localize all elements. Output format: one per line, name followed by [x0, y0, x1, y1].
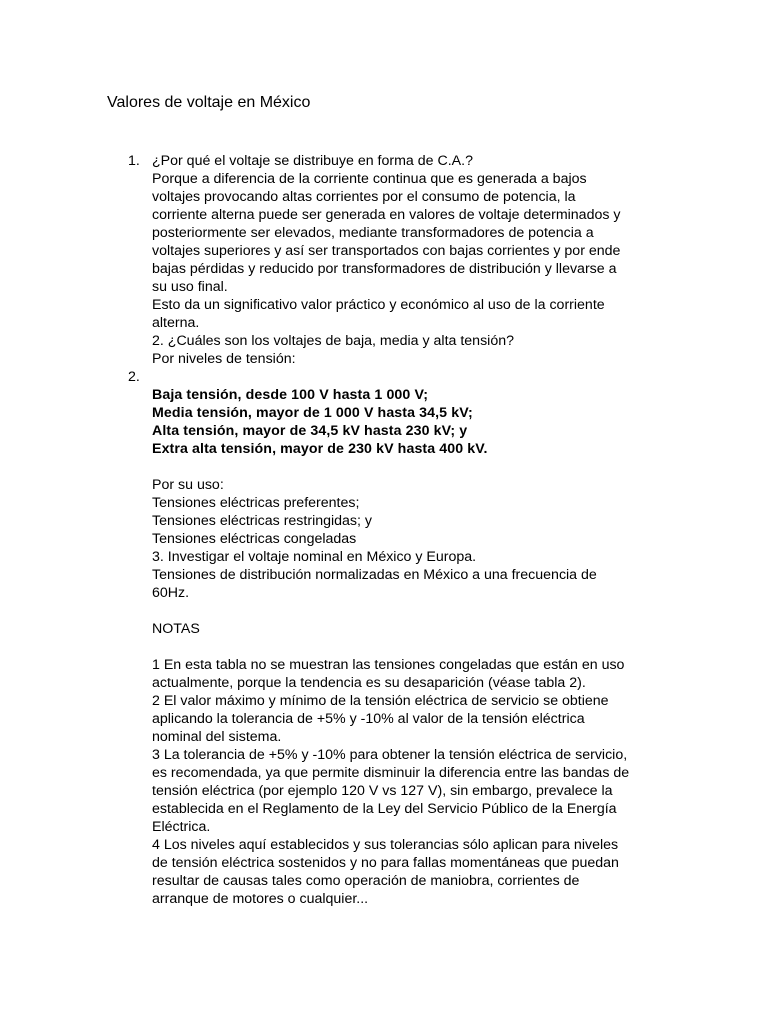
document-title: Valores de voltaje en México: [107, 94, 311, 111]
note-line: tensión eléctrica (por ejemplo 120 V vs 127 V), sin embargo, prevalece la: [152, 783, 613, 799]
note-line: resultar de causas tales como operación de maniobra, corrientes de: [152, 873, 580, 889]
text-line: Tensiones eléctricas preferentes;: [152, 495, 360, 511]
text-line: 3. Investigar el voltaje nominal en México y Europa.: [152, 549, 477, 565]
note-line: establecida en el Reglamento de la Ley del Servicio Público de la Energía: [152, 801, 617, 817]
note-line: 4 Los niveles aquí establecidos y sus tolerancias sólo aplican para niveles: [152, 837, 619, 853]
text-line: Tensiones de distribución normalizadas en México a una frecuencia de: [152, 567, 597, 583]
text-line: alterna.: [152, 315, 200, 331]
text-line: Esto da un significativo valor práctico y económico al uso de la corriente: [152, 297, 605, 313]
note-line: es recomendada, ya que permite disminuir la diferencia entre las bandas de: [152, 765, 630, 781]
text-line: Por niveles de tensión:: [152, 351, 296, 367]
text-line: Tensiones eléctricas congeladas: [152, 531, 357, 547]
text-line: 60Hz.: [152, 585, 190, 601]
note-line: de tensión eléctrica sostenidos y no para fallas momentáneas que puedan: [152, 855, 619, 871]
note-line: actualmente, porque la tendencia es su desaparición (véase tabla 2).: [152, 675, 586, 691]
text-line: corriente alterna puede ser generada en valores de voltaje determinados y: [152, 207, 621, 223]
text-line: voltajes provocando altas corrientes por el consumo de potencia, la: [152, 189, 576, 205]
note-line: 3 La tolerancia de +5% y -10% para obtener la tensión eléctrica de servicio,: [152, 747, 628, 763]
text-line: 2. ¿Cuáles son los voltajes de baja, media y alta tensión?: [152, 333, 514, 349]
voltage-level-line: Alta tensión, mayor de 34,5 kV hasta 230 kV; y: [152, 423, 468, 439]
list-marker-2: 2.: [128, 369, 140, 385]
note-line: nominal del sistema.: [152, 729, 282, 745]
blank-line: [152, 602, 672, 620]
text-line: su uso final.: [152, 279, 228, 295]
note-line: 1 En esta tabla no se muestran las tensiones congeladas que están en uso: [152, 657, 625, 673]
voltage-level-line: Extra alta tensión, mayor de 230 kV hasta 400 kV.: [152, 441, 488, 457]
note-line: 2 El valor máximo y mínimo de la tensión eléctrica de servicio se obtiene: [152, 693, 609, 709]
voltage-level-line: Media tensión, mayor de 1 000 V hasta 34,5 kV;: [152, 405, 473, 421]
notas-heading: NOTAS: [152, 621, 200, 637]
text-line: voltajes superiores y así ser transportados con bajas corrientes y por ende: [152, 243, 621, 259]
voltage-level-line: Baja tensión, desde 100 V hasta 1 000 V;: [152, 387, 429, 403]
blank-line: [152, 638, 672, 656]
text-line: posteriormente ser elevados, mediante transformadores de potencia a: [152, 225, 594, 241]
text-line: bajas pérdidas y reducido por transformadores de distribución y llevarse a: [152, 261, 617, 277]
list-item-2: [128, 368, 672, 908]
text-line: Tensiones eléctricas restringidas; y: [152, 513, 373, 529]
note-line: Eléctrica.: [152, 819, 211, 835]
numbered-list: [128, 152, 672, 908]
list-item-1: [128, 152, 672, 368]
text-line: Porque a diferencia de la corriente continua que es generada a bajos: [152, 171, 587, 187]
blank-line: [152, 368, 672, 386]
note-line: arranque de motores o cualquier...: [152, 891, 369, 907]
list-marker-1: 1.: [128, 153, 140, 169]
text-line: Por su uso:: [152, 477, 224, 493]
blank-line: [152, 458, 672, 476]
text-line: ¿Por qué el voltaje se distribuye en forma de C.A.?: [152, 153, 473, 169]
note-line: aplicando la tolerancia de +5% y -10% al valor de la tensión eléctrica: [152, 711, 585, 727]
